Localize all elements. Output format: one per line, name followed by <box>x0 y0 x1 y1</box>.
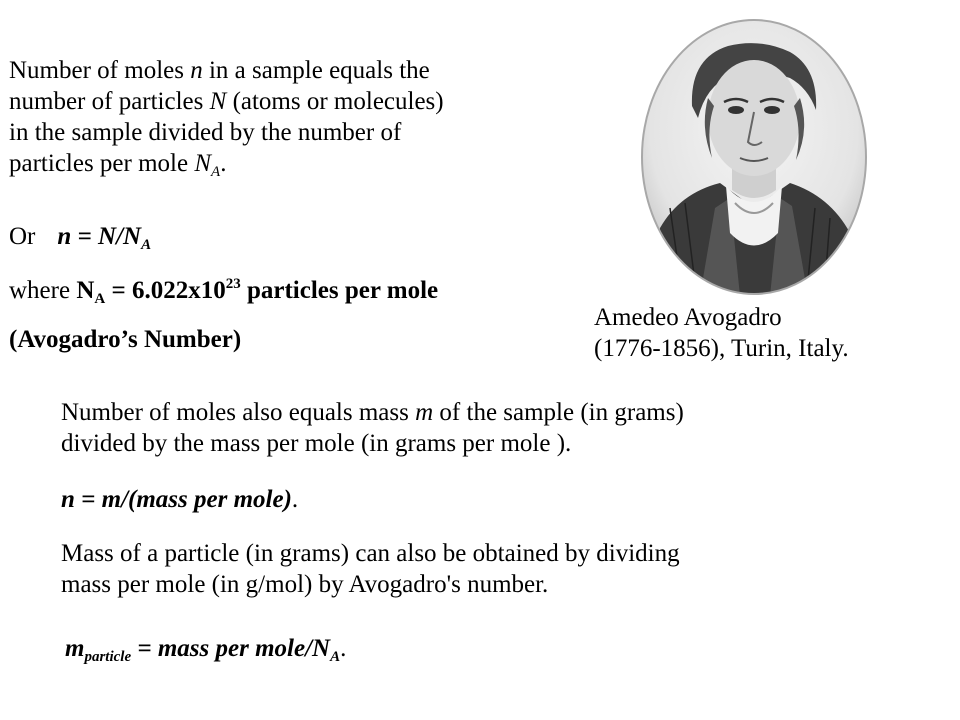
intro-line-1: Number of moles n in a sample equals the <box>9 57 430 84</box>
portrait-caption <box>594 302 954 364</box>
var-n: n <box>190 57 203 84</box>
mass-equation: n = m/(mass per mole). <box>61 486 299 513</box>
caption-name: Amedeo Avogadro <box>594 304 782 331</box>
var-N: N <box>209 88 227 115</box>
mass-line-1: Number of moles also equals mass m of the sample (in grams) <box>61 399 684 426</box>
intro-line-4: particles per mole $N_A$. <box>9 150 227 180</box>
particle-line-1: Mass of a particle (in grams) can also be obtained by dividing <box>61 540 680 567</box>
mass-paragraph <box>61 397 941 459</box>
intro-line-3: in the sample divided by the number of <box>9 119 402 146</box>
avogadro-number-label: (Avogadro’s Number) <box>9 326 242 353</box>
caption-dates-place: (1776-1856), Turin, Italy. <box>594 335 849 362</box>
intro-line-2: number of particles N (atoms or molecules) <box>9 88 444 115</box>
or-equation-line <box>9 221 151 252</box>
avogadro-constant: $N_A = 6.022x10^{23}$ particles per mole <box>76 276 439 307</box>
intro-paragraph <box>9 55 569 179</box>
particle-mass-paragraph <box>61 538 941 600</box>
var-NA: $N_A$ <box>194 150 221 180</box>
avogadro-portrait <box>640 18 868 296</box>
mass-line-2: divided by the mass per mole (in grams per mole ). <box>61 430 572 457</box>
var-m: m <box>415 399 434 426</box>
avogadro-constant-line: where $N_A = 6.022x10^{23}$ particles per mole <box>9 276 439 307</box>
moles-equation: $n = N/N_A$ <box>57 223 152 253</box>
particle-mass-equation: $m_{particle}$ = mass per mole/$N_A$. <box>65 635 347 665</box>
particle-line-2: mass per mole (in g/mol) by Avogadro's number. <box>61 571 549 598</box>
or-label: Or <box>9 223 36 250</box>
